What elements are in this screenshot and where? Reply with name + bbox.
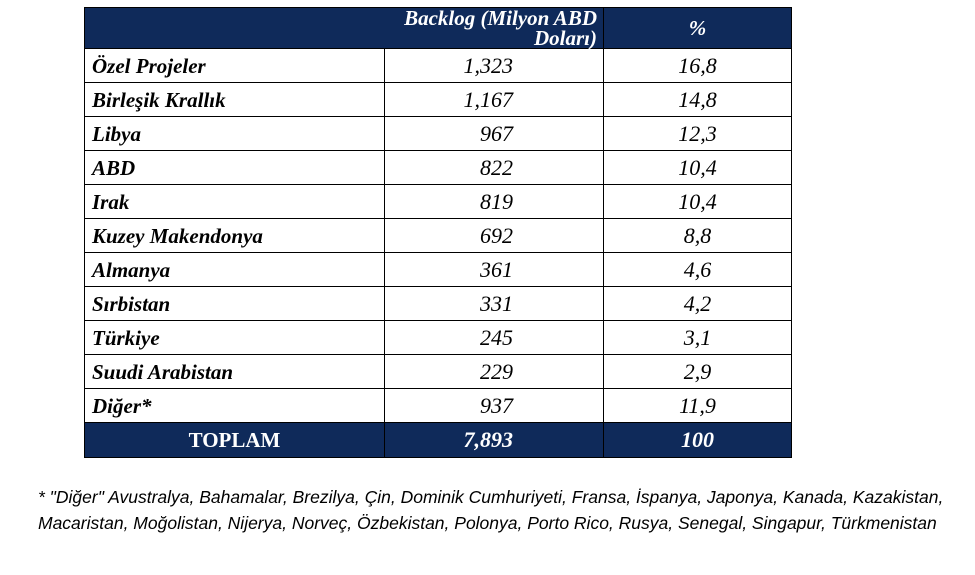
country-name: Libya: [85, 117, 385, 151]
percent-value: 2,9: [604, 355, 792, 389]
header-country-cell: [85, 8, 385, 49]
table-row: [85, 355, 792, 389]
header-backlog: Backlog (Milyon ABD Doları): [385, 8, 604, 49]
backlog-value: 245: [385, 321, 604, 355]
total-label: TOPLAM: [85, 423, 385, 458]
backlog-value: 361: [385, 253, 604, 287]
backlog-value: 937: [385, 389, 604, 423]
country-name: ABD: [85, 151, 385, 185]
total-row: [85, 423, 792, 458]
country-name: Özel Projeler: [85, 49, 385, 83]
percent-value: 12,3: [604, 117, 792, 151]
country-name: Irak: [85, 185, 385, 219]
table-row: [85, 49, 792, 83]
table-row: [85, 185, 792, 219]
table-row: [85, 287, 792, 321]
backlog-value: 822: [385, 151, 604, 185]
table-row: [85, 389, 792, 423]
table-row: [85, 117, 792, 151]
table-row: [85, 151, 792, 185]
backlog-value: 692: [385, 219, 604, 253]
table-row: [85, 253, 792, 287]
percent-value: 8,8: [604, 219, 792, 253]
backlog-value: 819: [385, 185, 604, 219]
total-percent: 100: [604, 423, 792, 458]
percent-value: 11,9: [604, 389, 792, 423]
header-percent: %: [604, 8, 792, 49]
country-name: Birleşik Krallık: [85, 83, 385, 117]
table-row: [85, 321, 792, 355]
backlog-value: 1,167: [385, 83, 604, 117]
country-name: Türkiye: [85, 321, 385, 355]
percent-value: 10,4: [604, 151, 792, 185]
percent-value: 4,2: [604, 287, 792, 321]
country-name: Suudi Arabistan: [85, 355, 385, 389]
backlog-value: 1,323: [385, 49, 604, 83]
percent-value: 14,8: [604, 83, 792, 117]
percent-value: 16,8: [604, 49, 792, 83]
table-row: [85, 219, 792, 253]
country-name: Sırbistan: [85, 287, 385, 321]
table-row: [85, 83, 792, 117]
backlog-table: [84, 7, 792, 458]
percent-value: 3,1: [604, 321, 792, 355]
total-value: 7,893: [385, 423, 604, 458]
header-row: [85, 8, 792, 49]
country-name: Almanya: [85, 253, 385, 287]
backlog-value: 229: [385, 355, 604, 389]
backlog-value: 331: [385, 287, 604, 321]
country-name: Diğer*: [85, 389, 385, 423]
percent-value: 10,4: [604, 185, 792, 219]
footnote: * "Diğer" Avustralya, Bahamalar, Brezilya, Çin, Dominik Cumhuriyeti, Fransa, İspanya, Japonya, Kanada, Kazakistan, Macaristan, Moğolistan, Nijerya, Norveç, Özbekistan, Polonya, Porto Rico, Rusya, Senegal, Singapur, Türkmenistan: [38, 487, 944, 533]
country-name: Kuzey Makendonya: [85, 219, 385, 253]
percent-value: 4,6: [604, 253, 792, 287]
backlog-value: 967: [385, 117, 604, 151]
